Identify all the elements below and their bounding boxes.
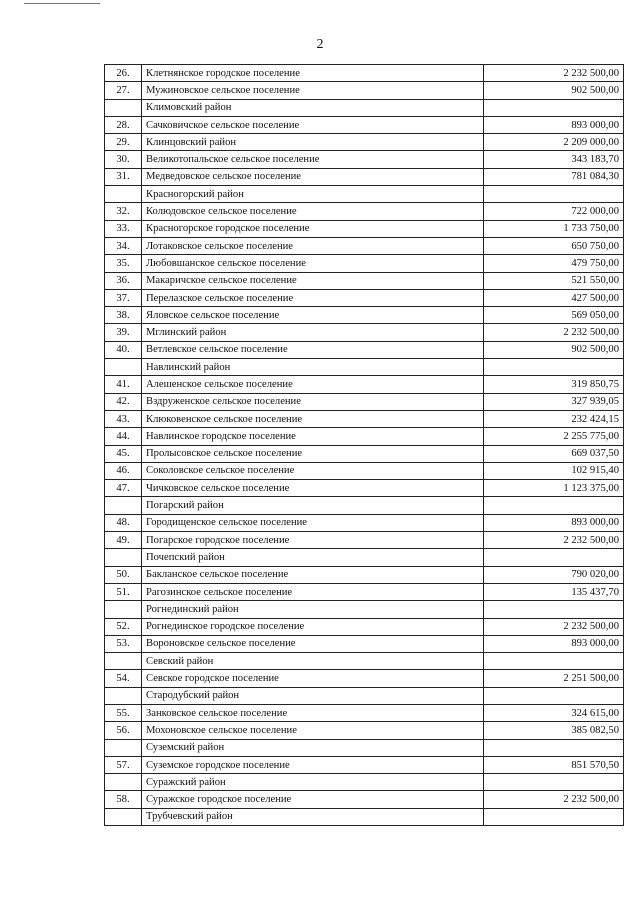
settlement-name: Городищенское сельское поселение [142,514,484,531]
amount-value: 781 084,30 [484,168,624,185]
row-number: 26. [105,65,142,82]
row-number [105,774,142,791]
district-header-row [105,186,624,203]
amount-value [484,549,624,566]
row-number: 42. [105,393,142,410]
table-row [105,237,624,254]
row-number: 48. [105,514,142,531]
amount-value: 2 251 500,00 [484,670,624,687]
row-number: 32. [105,203,142,220]
settlement-name: Вздруженское сельское поселение [142,393,484,410]
amount-value: 319 850,75 [484,376,624,393]
row-number [105,186,142,203]
table-row [105,168,624,185]
row-number [105,653,142,670]
amount-value [484,653,624,670]
row-number: 33. [105,220,142,237]
amount-value: 902 500,00 [484,341,624,358]
table-row [105,532,624,549]
district-header-row [105,808,624,825]
settlement-name: Перелазское сельское поселение [142,289,484,306]
amount-value: 650 750,00 [484,237,624,254]
settlement-name: Клюковенское сельское поселение [142,410,484,427]
settlement-name: Стародубский район [142,687,484,704]
settlement-name: Погарский район [142,497,484,514]
amount-value: 569 050,00 [484,307,624,324]
amount-value: 2 209 000,00 [484,134,624,151]
table-row [105,445,624,462]
row-number: 40. [105,341,142,358]
amount-value: 427 500,00 [484,289,624,306]
district-header-row [105,549,624,566]
row-number [105,549,142,566]
amount-value: 232 424,15 [484,410,624,427]
table-row [105,480,624,497]
district-header-row [105,774,624,791]
amount-value: 2 232 500,00 [484,618,624,635]
table-row [105,134,624,151]
row-number: 39. [105,324,142,341]
settlement-name: Сачковичское сельское поселение [142,116,484,133]
row-number: 49. [105,532,142,549]
row-number [105,687,142,704]
amount-value [484,99,624,116]
row-number: 34. [105,237,142,254]
amount-value: 893 000,00 [484,635,624,652]
amount-value [484,601,624,618]
table-row [105,82,624,99]
table-body [105,65,624,826]
district-header-row [105,497,624,514]
amount-value [484,497,624,514]
table-row [105,307,624,324]
row-number: 38. [105,307,142,324]
settlement-name: Пролысовское сельское поселение [142,445,484,462]
table-row [105,566,624,583]
settlement-name: Алешенское сельское поселение [142,376,484,393]
settlement-name: Любовшанское сельское поселение [142,255,484,272]
row-number: 31. [105,168,142,185]
amount-value: 722 000,00 [484,203,624,220]
row-number [105,99,142,116]
amount-value: 324 615,00 [484,704,624,721]
amount-value: 2 255 775,00 [484,428,624,445]
settlement-name: Мглинский район [142,324,484,341]
amount-value: 790 020,00 [484,566,624,583]
row-number: 45. [105,445,142,462]
settlement-name: Мохоновское сельское поселение [142,722,484,739]
settlement-name: Занковское сельское поселение [142,704,484,721]
amount-value: 343 183,70 [484,151,624,168]
settlement-name: Клинцовский район [142,134,484,151]
settlement-name: Суземский район [142,739,484,756]
table-row [105,203,624,220]
settlement-name: Ветлевское сельское поселение [142,341,484,358]
row-number: 35. [105,255,142,272]
row-number [105,808,142,825]
row-number: 41. [105,376,142,393]
district-header-row [105,601,624,618]
amount-value: 327 939,05 [484,393,624,410]
settlement-name: Севское городское поселение [142,670,484,687]
row-number: 37. [105,289,142,306]
table-row [105,756,624,773]
settlement-name: Медведовское сельское поселение [142,168,484,185]
row-number: 54. [105,670,142,687]
amount-value [484,808,624,825]
table-row [105,376,624,393]
row-number: 55. [105,704,142,721]
district-header-row [105,739,624,756]
row-number: 36. [105,272,142,289]
table-row [105,462,624,479]
district-header-row [105,687,624,704]
table-row [105,65,624,82]
settlement-name: Трубчевский район [142,808,484,825]
amount-value: 479 750,00 [484,255,624,272]
amount-value: 2 232 500,00 [484,791,624,808]
amount-value: 521 550,00 [484,272,624,289]
row-number: 56. [105,722,142,739]
allocation-table [104,64,624,826]
table-row [105,151,624,168]
amount-value: 669 037,50 [484,445,624,462]
table-row [105,116,624,133]
table-row [105,618,624,635]
amount-value [484,687,624,704]
amount-value [484,359,624,376]
amount-value: 102 915,40 [484,462,624,479]
settlement-name: Суражский район [142,774,484,791]
amount-value: 893 000,00 [484,514,624,531]
settlement-name: Лотаковское сельское поселение [142,237,484,254]
settlement-name: Рогнединский район [142,601,484,618]
table-row [105,324,624,341]
settlement-name: Почепский район [142,549,484,566]
row-number: 52. [105,618,142,635]
row-number: 53. [105,635,142,652]
settlement-name: Вороновское сельское поселение [142,635,484,652]
table-row [105,410,624,427]
settlement-name: Погарское городское поселение [142,532,484,549]
row-number: 29. [105,134,142,151]
settlement-name: Красногорское городское поселение [142,220,484,237]
amount-value [484,186,624,203]
table-row [105,289,624,306]
table-row [105,583,624,600]
amount-value: 1 733 750,00 [484,220,624,237]
table-row [105,670,624,687]
row-number: 57. [105,756,142,773]
table-row [105,635,624,652]
settlement-name: Яловское сельское поселение [142,307,484,324]
row-number: 27. [105,82,142,99]
table-row [105,514,624,531]
settlement-name: Бакланское сельское поселение [142,566,484,583]
district-header-row [105,99,624,116]
row-number [105,601,142,618]
amount-value: 135 437,70 [484,583,624,600]
settlement-name: Макаричское сельское поселение [142,272,484,289]
amount-value: 893 000,00 [484,116,624,133]
settlement-name: Мужиновское сельское поселение [142,82,484,99]
settlement-name: Великотопальское сельское поселение [142,151,484,168]
row-number: 30. [105,151,142,168]
amount-value: 1 123 375,00 [484,480,624,497]
district-header-row [105,653,624,670]
row-number [105,739,142,756]
row-number: 44. [105,428,142,445]
settlement-name: Суземское городское поселение [142,756,484,773]
amount-value [484,739,624,756]
table-row [105,393,624,410]
table-row [105,272,624,289]
settlement-name: Навлинское городское поселение [142,428,484,445]
amount-value: 902 500,00 [484,82,624,99]
settlement-name: Клетнянское городское поселение [142,65,484,82]
district-header-row [105,359,624,376]
settlement-name: Климовский район [142,99,484,116]
row-number [105,359,142,376]
amount-value: 2 232 500,00 [484,532,624,549]
row-number: 51. [105,583,142,600]
table-row [105,791,624,808]
settlement-name: Рагозинское сельское поселение [142,583,484,600]
amount-value: 2 232 500,00 [484,65,624,82]
settlement-name: Красногорский район [142,186,484,203]
row-number: 47. [105,480,142,497]
row-number: 58. [105,791,142,808]
table-row [105,255,624,272]
row-number: 46. [105,462,142,479]
settlement-name: Суражское городское поселение [142,791,484,808]
table-row [105,722,624,739]
amount-value: 385 082,50 [484,722,624,739]
table-row [105,220,624,237]
row-number: 43. [105,410,142,427]
page-number: 2 [316,37,324,52]
amount-value: 851 570,50 [484,756,624,773]
settlement-name: Колюдовское сельское поселение [142,203,484,220]
row-number [105,497,142,514]
amount-value [484,774,624,791]
row-number: 28. [105,116,142,133]
settlement-name: Соколовское сельское поселение [142,462,484,479]
settlement-name: Чичковское сельское поселение [142,480,484,497]
scan-edge-mark [24,0,100,4]
table-row [105,341,624,358]
settlement-name: Севский район [142,653,484,670]
settlement-name: Рогнединское городское поселение [142,618,484,635]
settlement-name: Навлинский район [142,359,484,376]
row-number: 50. [105,566,142,583]
table-row [105,428,624,445]
table-row [105,704,624,721]
amount-value: 2 232 500,00 [484,324,624,341]
